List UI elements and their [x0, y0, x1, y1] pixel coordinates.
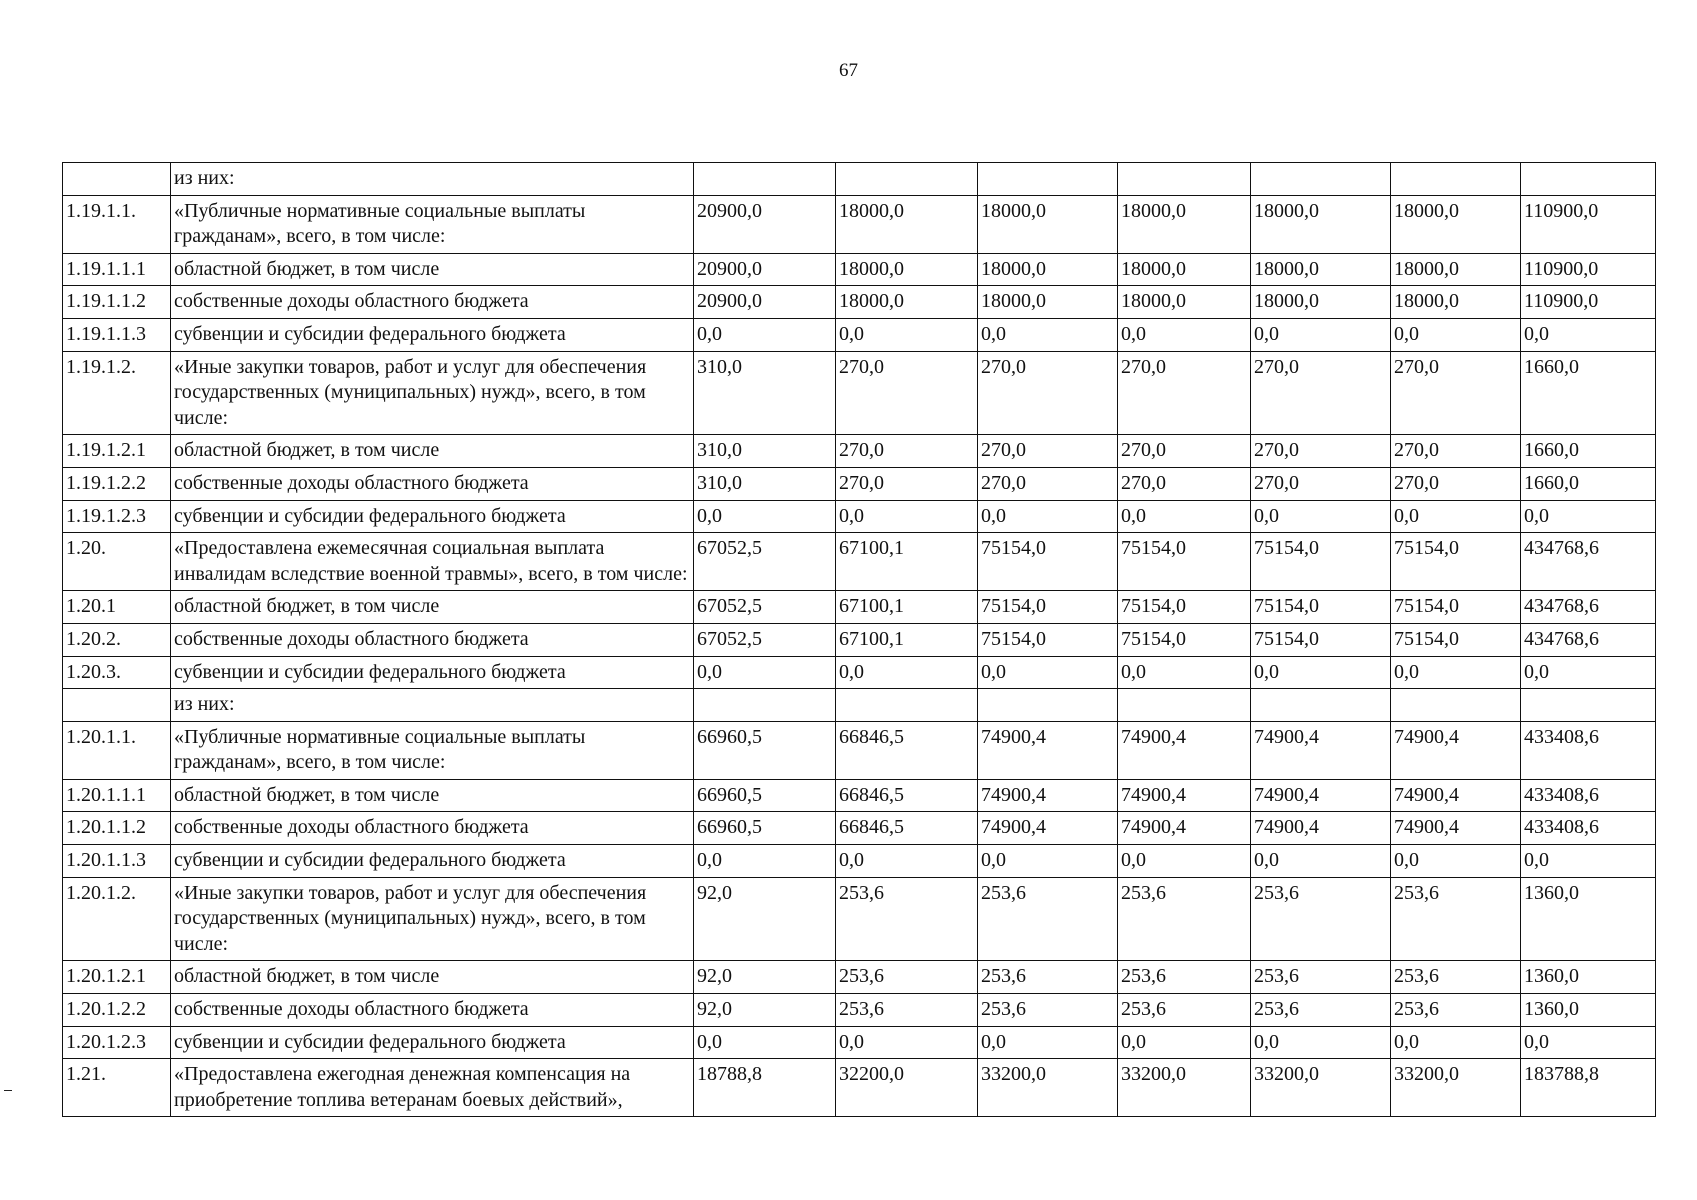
value-cell: 0,0 [836, 656, 978, 689]
budget-table [62, 162, 1656, 1117]
value-cell: 18000,0 [1391, 286, 1521, 319]
row-code: 1.19.1.1.1 [63, 253, 171, 286]
value-cell [1391, 689, 1521, 722]
table-row [63, 623, 1656, 656]
row-name: «Иные закупки товаров, работ и услуг для обеспечения государственных (муниципальных) нужд», всего, в том числе: [171, 351, 694, 435]
table-row [63, 195, 1656, 253]
value-cell: 67100,1 [836, 591, 978, 624]
value-cell: 1360,0 [1521, 961, 1656, 994]
value-cell: 0,0 [836, 318, 978, 351]
row-code: 1.20.3. [63, 656, 171, 689]
value-cell [836, 689, 978, 722]
value-cell: 0,0 [978, 1026, 1118, 1059]
value-cell: 74900,4 [978, 779, 1118, 812]
table-row [63, 845, 1656, 878]
row-code: 1.20.1.1. [63, 721, 171, 779]
value-cell [978, 163, 1118, 196]
value-cell: 183788,8 [1521, 1059, 1656, 1117]
row-code: 1.20.1.1.3 [63, 845, 171, 878]
row-code: 1.19.1.2. [63, 351, 171, 435]
value-cell: 74900,4 [978, 812, 1118, 845]
table-row [63, 1026, 1656, 1059]
value-cell: 18000,0 [1118, 286, 1251, 319]
value-cell: 434768,6 [1521, 591, 1656, 624]
value-cell: 74900,4 [1251, 721, 1391, 779]
value-cell: 0,0 [1521, 656, 1656, 689]
value-cell: 253,6 [1118, 877, 1251, 961]
value-cell: 253,6 [836, 877, 978, 961]
row-code: 1.20.1.2.2 [63, 994, 171, 1027]
table-row [63, 253, 1656, 286]
value-cell: 0,0 [694, 656, 836, 689]
value-cell: 92,0 [694, 877, 836, 961]
value-cell: 253,6 [836, 994, 978, 1027]
value-cell: 1660,0 [1521, 351, 1656, 435]
value-cell: 253,6 [1251, 994, 1391, 1027]
value-cell: 310,0 [694, 351, 836, 435]
row-code: 1.20.1.2.3 [63, 1026, 171, 1059]
value-cell: 18788,8 [694, 1059, 836, 1117]
value-cell: 270,0 [1118, 435, 1251, 468]
margin-dash [4, 1090, 12, 1091]
table-row [63, 961, 1656, 994]
value-cell: 67052,5 [694, 623, 836, 656]
value-cell: 67100,1 [836, 623, 978, 656]
value-cell [978, 689, 1118, 722]
value-cell: 75154,0 [978, 533, 1118, 591]
row-name: собственные доходы областного бюджета [171, 623, 694, 656]
value-cell: 20900,0 [694, 286, 836, 319]
value-cell: 75154,0 [1251, 623, 1391, 656]
row-name: областной бюджет, в том числе [171, 779, 694, 812]
value-cell: 32200,0 [836, 1059, 978, 1117]
row-name: субвенции и субсидии федерального бюджета [171, 500, 694, 533]
table-row [63, 779, 1656, 812]
value-cell: 0,0 [694, 845, 836, 878]
row-code: 1.21. [63, 1059, 171, 1117]
value-cell: 0,0 [1391, 500, 1521, 533]
value-cell: 0,0 [1521, 500, 1656, 533]
value-cell [1251, 689, 1391, 722]
value-cell: 434768,6 [1521, 533, 1656, 591]
value-cell: 74900,4 [1118, 812, 1251, 845]
value-cell: 1360,0 [1521, 877, 1656, 961]
row-code: 1.19.1.1. [63, 195, 171, 253]
table-row [63, 689, 1656, 722]
value-cell: 18000,0 [836, 195, 978, 253]
value-cell: 270,0 [836, 435, 978, 468]
table-row [63, 500, 1656, 533]
value-cell: 110900,0 [1521, 286, 1656, 319]
row-code: 1.20.1.2. [63, 877, 171, 961]
value-cell: 75154,0 [978, 591, 1118, 624]
value-cell: 0,0 [1391, 318, 1521, 351]
row-name: «Публичные нормативные социальные выплаты гражданам», всего, в том числе: [171, 721, 694, 779]
page-number: 67 [839, 60, 858, 81]
value-cell: 18000,0 [978, 286, 1118, 319]
value-cell: 18000,0 [836, 286, 978, 319]
value-cell: 270,0 [1251, 351, 1391, 435]
value-cell: 0,0 [1391, 1026, 1521, 1059]
value-cell: 74900,4 [1391, 812, 1521, 845]
value-cell [836, 163, 978, 196]
value-cell: 110900,0 [1521, 195, 1656, 253]
row-code: 1.20.1.2.1 [63, 961, 171, 994]
row-name: субвенции и субсидии федерального бюджета [171, 656, 694, 689]
value-cell: 0,0 [1251, 500, 1391, 533]
value-cell: 0,0 [1251, 656, 1391, 689]
value-cell: 270,0 [1391, 351, 1521, 435]
value-cell [1521, 163, 1656, 196]
value-cell: 110900,0 [1521, 253, 1656, 286]
value-cell: 0,0 [1118, 656, 1251, 689]
table-body [63, 163, 1656, 1117]
value-cell: 20900,0 [694, 253, 836, 286]
value-cell: 1660,0 [1521, 467, 1656, 500]
value-cell: 74900,4 [1118, 779, 1251, 812]
value-cell: 66960,5 [694, 812, 836, 845]
table-row [63, 721, 1656, 779]
value-cell [1251, 163, 1391, 196]
value-cell: 66846,5 [836, 779, 978, 812]
row-code: 1.20. [63, 533, 171, 591]
value-cell: 74900,4 [1391, 721, 1521, 779]
value-cell: 253,6 [978, 877, 1118, 961]
row-name: областной бюджет, в том числе [171, 961, 694, 994]
value-cell: 270,0 [1118, 351, 1251, 435]
value-cell: 92,0 [694, 961, 836, 994]
row-name: областной бюджет, в том числе [171, 591, 694, 624]
value-cell: 0,0 [1251, 318, 1391, 351]
table-row [63, 877, 1656, 961]
value-cell: 0,0 [1251, 1026, 1391, 1059]
value-cell: 253,6 [1118, 961, 1251, 994]
value-cell: 0,0 [1118, 1026, 1251, 1059]
value-cell: 0,0 [1391, 656, 1521, 689]
row-code [63, 163, 171, 196]
row-name: «Публичные нормативные социальные выплаты гражданам», всего, в том числе: [171, 195, 694, 253]
table-row [63, 994, 1656, 1027]
value-cell: 74900,4 [1251, 779, 1391, 812]
table-row [63, 591, 1656, 624]
value-cell: 310,0 [694, 435, 836, 468]
value-cell: 310,0 [694, 467, 836, 500]
value-cell: 270,0 [1391, 435, 1521, 468]
value-cell: 0,0 [1118, 845, 1251, 878]
value-cell: 18000,0 [1118, 253, 1251, 286]
value-cell: 1360,0 [1521, 994, 1656, 1027]
value-cell: 0,0 [1118, 500, 1251, 533]
row-name: субвенции и субсидии федерального бюджета [171, 1026, 694, 1059]
value-cell: 75154,0 [1251, 591, 1391, 624]
value-cell: 66846,5 [836, 721, 978, 779]
value-cell: 253,6 [1251, 961, 1391, 994]
row-code: 1.19.1.1.2 [63, 286, 171, 319]
table-row [63, 351, 1656, 435]
value-cell: 0,0 [694, 1026, 836, 1059]
value-cell: 270,0 [978, 467, 1118, 500]
value-cell: 66960,5 [694, 779, 836, 812]
table-row [63, 812, 1656, 845]
value-cell: 270,0 [1251, 435, 1391, 468]
value-cell: 0,0 [1521, 318, 1656, 351]
row-name: субвенции и субсидии федерального бюджета [171, 318, 694, 351]
value-cell: 18000,0 [836, 253, 978, 286]
value-cell: 0,0 [978, 318, 1118, 351]
value-cell: 253,6 [978, 961, 1118, 994]
value-cell: 20900,0 [694, 195, 836, 253]
value-cell: 0,0 [1521, 845, 1656, 878]
value-cell: 18000,0 [1251, 195, 1391, 253]
value-cell: 1660,0 [1521, 435, 1656, 468]
value-cell: 0,0 [978, 656, 1118, 689]
value-cell: 0,0 [1118, 318, 1251, 351]
value-cell [1118, 689, 1251, 722]
row-name: «Предоставлена ежемесячная социальная выплата инвалидам вследствие военной травмы», всего, в том числе: [171, 533, 694, 591]
table-row [63, 318, 1656, 351]
row-code [63, 689, 171, 722]
value-cell: 0,0 [978, 845, 1118, 878]
value-cell [1118, 163, 1251, 196]
value-cell: 253,6 [836, 961, 978, 994]
value-cell [694, 163, 836, 196]
row-name: собственные доходы областного бюджета [171, 286, 694, 319]
value-cell: 67052,5 [694, 533, 836, 591]
value-cell: 433408,6 [1521, 721, 1656, 779]
value-cell: 75154,0 [978, 623, 1118, 656]
value-cell: 75154,0 [1118, 591, 1251, 624]
value-cell: 75154,0 [1118, 623, 1251, 656]
value-cell: 18000,0 [978, 253, 1118, 286]
value-cell [694, 689, 836, 722]
value-cell: 433408,6 [1521, 812, 1656, 845]
value-cell: 433408,6 [1521, 779, 1656, 812]
table-row [63, 435, 1656, 468]
value-cell: 18000,0 [1118, 195, 1251, 253]
row-name: «Предоставлена ежегодная денежная компенсация на приобретение топлива ветеранам боевых действий», [171, 1059, 694, 1117]
value-cell: 66960,5 [694, 721, 836, 779]
value-cell: 0,0 [836, 845, 978, 878]
value-cell [1521, 689, 1656, 722]
value-cell: 434768,6 [1521, 623, 1656, 656]
row-name: областной бюджет, в том числе [171, 253, 694, 286]
value-cell: 33200,0 [978, 1059, 1118, 1117]
table-row [63, 467, 1656, 500]
value-cell: 0,0 [1521, 1026, 1656, 1059]
row-name: собственные доходы областного бюджета [171, 994, 694, 1027]
value-cell: 67100,1 [836, 533, 978, 591]
value-cell: 75154,0 [1391, 623, 1521, 656]
value-cell: 253,6 [1391, 994, 1521, 1027]
value-cell: 0,0 [836, 1026, 978, 1059]
value-cell: 270,0 [978, 435, 1118, 468]
value-cell: 270,0 [836, 351, 978, 435]
row-name: субвенции и субсидии федерального бюджета [171, 845, 694, 878]
row-code: 1.19.1.2.1 [63, 435, 171, 468]
value-cell: 33200,0 [1251, 1059, 1391, 1117]
value-cell: 75154,0 [1118, 533, 1251, 591]
value-cell: 0,0 [836, 500, 978, 533]
value-cell: 253,6 [1391, 961, 1521, 994]
table-row [63, 1059, 1656, 1117]
row-name: собственные доходы областного бюджета [171, 812, 694, 845]
value-cell: 67052,5 [694, 591, 836, 624]
value-cell: 74900,4 [1118, 721, 1251, 779]
value-cell: 253,6 [1251, 877, 1391, 961]
value-cell: 270,0 [1391, 467, 1521, 500]
value-cell: 0,0 [1251, 845, 1391, 878]
row-code: 1.20.1.1.2 [63, 812, 171, 845]
value-cell: 253,6 [1391, 877, 1521, 961]
value-cell: 75154,0 [1391, 591, 1521, 624]
value-cell: 33200,0 [1118, 1059, 1251, 1117]
value-cell: 18000,0 [1251, 253, 1391, 286]
value-cell: 18000,0 [978, 195, 1118, 253]
row-code: 1.20.2. [63, 623, 171, 656]
row-code: 1.19.1.2.2 [63, 467, 171, 500]
value-cell: 18000,0 [1391, 195, 1521, 253]
value-cell: 75154,0 [1251, 533, 1391, 591]
value-cell: 0,0 [978, 500, 1118, 533]
value-cell: 74900,4 [1251, 812, 1391, 845]
row-code: 1.19.1.2.3 [63, 500, 171, 533]
table-row [63, 163, 1656, 196]
value-cell: 92,0 [694, 994, 836, 1027]
value-cell: 18000,0 [1251, 286, 1391, 319]
value-cell: 75154,0 [1391, 533, 1521, 591]
table-row [63, 656, 1656, 689]
value-cell: 18000,0 [1391, 253, 1521, 286]
row-name: собственные доходы областного бюджета [171, 467, 694, 500]
row-code: 1.19.1.1.3 [63, 318, 171, 351]
row-name: областной бюджет, в том числе [171, 435, 694, 468]
value-cell: 74900,4 [1391, 779, 1521, 812]
value-cell: 270,0 [1251, 467, 1391, 500]
table-row [63, 533, 1656, 591]
row-code: 1.20.1 [63, 591, 171, 624]
value-cell: 270,0 [978, 351, 1118, 435]
row-code: 1.20.1.1.1 [63, 779, 171, 812]
row-name: из них: [171, 689, 694, 722]
value-cell: 74900,4 [978, 721, 1118, 779]
row-name: «Иные закупки товаров, работ и услуг для обеспечения государственных (муниципальных) нужд», всего, в том числе: [171, 877, 694, 961]
value-cell: 270,0 [1118, 467, 1251, 500]
row-name: из них: [171, 163, 694, 196]
value-cell: 253,6 [1118, 994, 1251, 1027]
value-cell: 0,0 [694, 318, 836, 351]
table-row [63, 286, 1656, 319]
value-cell: 253,6 [978, 994, 1118, 1027]
value-cell: 270,0 [836, 467, 978, 500]
value-cell: 66846,5 [836, 812, 978, 845]
value-cell: 0,0 [1391, 845, 1521, 878]
value-cell [1391, 163, 1521, 196]
value-cell: 0,0 [694, 500, 836, 533]
value-cell: 33200,0 [1391, 1059, 1521, 1117]
